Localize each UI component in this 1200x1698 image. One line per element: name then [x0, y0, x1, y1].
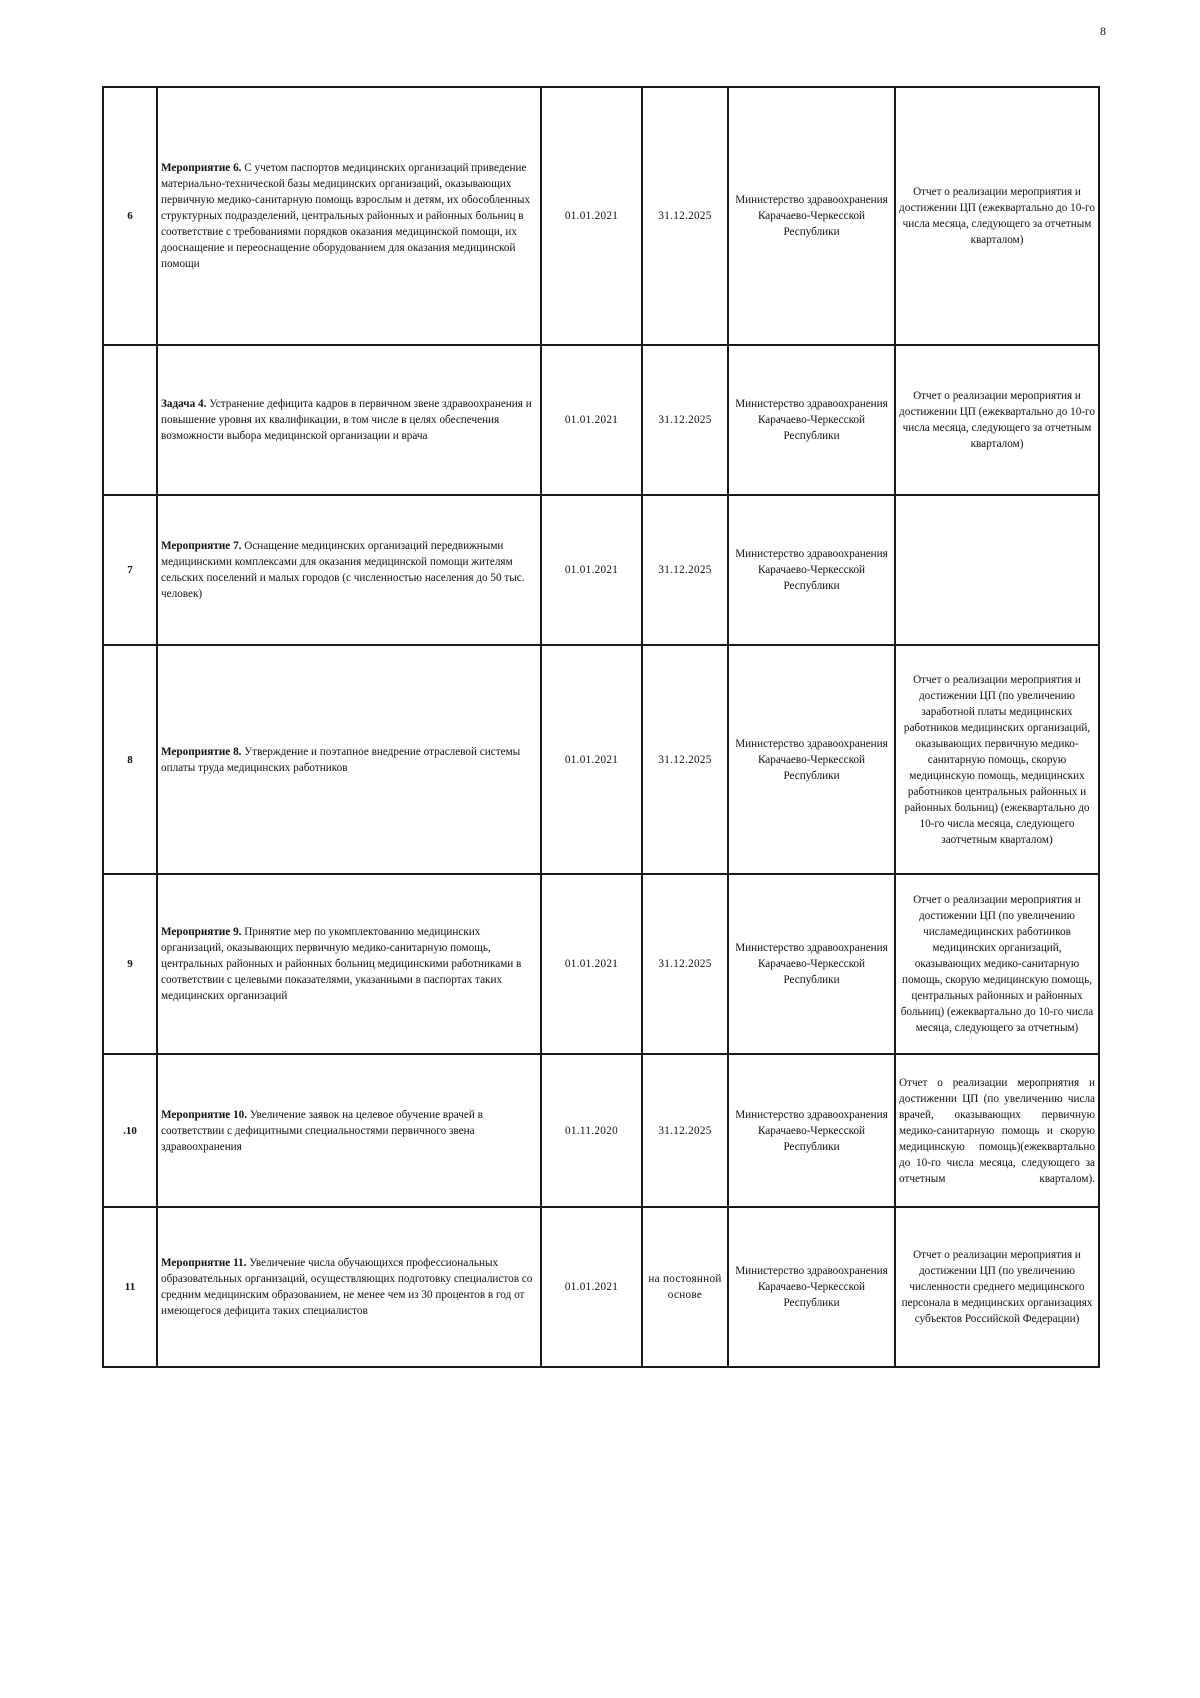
end-date: на постоянной основе	[642, 1207, 728, 1367]
activity-description	[157, 495, 541, 645]
report-type: Отчет о реализации мероприятия и достижении ЦП (по увеличению численности среднего медицинского персонала в медицинских организациях субъектов Российской Федерации)	[895, 1207, 1099, 1367]
start-date: 01.01.2021	[541, 345, 642, 495]
table-row	[103, 1054, 1099, 1207]
activity-description	[157, 1054, 541, 1207]
table-row	[103, 345, 1099, 495]
activity-title: Мероприятие 10.	[161, 1108, 248, 1121]
activity-text: Принятие мер по укомплектованию медицинских организаций, оказывающих первичную медико-санитарную помощь, центральных районных и районных больниц медицинскими работниками в соответствии с целевыми показателями, указанными в паспортах таких медицинских организаций	[161, 926, 522, 1002]
start-date: 01.01.2021	[541, 1207, 642, 1367]
start-date: 01.01.2021	[541, 645, 642, 874]
row-number: 11	[103, 1207, 157, 1367]
end-date: 31.12.2025	[642, 495, 728, 645]
end-date: 31.12.2025	[642, 87, 728, 345]
activity-text: Утверждение и поэтапное внедрение отраслевой системы оплаты труда медицинских работников	[161, 745, 521, 774]
activity-title: Задача 4.	[161, 398, 207, 410]
responsible-executor: Министерство здравоохранения Карачаево-Черкесской Республики	[728, 874, 895, 1054]
responsible-executor: Министерство здравоохранения Карачаево-Черкесской Республики	[728, 345, 895, 495]
end-date: 31.12.2025	[642, 874, 728, 1054]
report-type: Отчет о реализации мероприятия и достижении ЦП (ежеквартально до 10-го числа месяца, следующего за отчетным кварталом)	[895, 87, 1099, 345]
activity-title: Мероприятие 8.	[161, 745, 242, 758]
activity-text: С учетом паспортов медицинских организаций приведение материально-технической базы медицинских организаций, оказывающих первичную медико-санитарную помощь взрослым и детям, их обособленных структурных подразделений, центральных районных и районных больниц в соответствие с требованиями порядков оказания медицинской помощи, их дооснащение и переоснащение оборудованием для оказания медицинской помощи	[161, 162, 531, 270]
activity-text: Оснащение медицинских организаций передвижными медицинскими комплексами для оказания медицинской помощи жителям сельских поселений и малых городов (с численностью населения до 50 тыс. человек)	[161, 540, 525, 600]
activity-title: Мероприятие 7.	[161, 540, 242, 552]
table-row	[103, 874, 1099, 1054]
activity-title: Мероприятие 11.	[161, 1257, 247, 1269]
activity-text: Увеличение заявок на целевое обучение врачей в соответствии с дефицитными специальностями первичного звена здравоохранения	[161, 1108, 483, 1153]
start-date: 01.01.2021	[541, 874, 642, 1054]
activity-description	[157, 645, 541, 874]
responsible-executor: Министерство здравоохранения Карачаево-Черкесской Республики	[728, 645, 895, 874]
table-row	[103, 645, 1099, 874]
activity-text: Увеличение числа обучающихся профессиональных образовательных организаций, осуществляющих подготовку специалистов со средним медицинским образованием, не менее чем из 30 процентов в год от имеющегося дефицита таких специалистов	[161, 1257, 533, 1317]
row-number: 7	[103, 495, 157, 645]
report-type: Отчет о реализации мероприятия и достижении ЦП (по увеличению числамедицинских работников медицинских организаций, оказывающих медико-санитарную помощь, скорую медицинскую помощь, центральных районных и районных больниц) (ежеквартально до 10-го числа месяца, следующего за отчетным)	[895, 874, 1099, 1054]
page-number: 8	[1100, 24, 1106, 38]
report-type: Отчет о реализации мероприятия и достижении ЦП (по увеличению числа врачей, оказывающих первичную медико-санитарную помощь и скорую медицинскую помощь)(ежеквартально до 10-го числа месяца, следующего за отчетным кварталом).	[895, 1054, 1099, 1207]
report-type: Отчет о реализации мероприятия и достижении ЦП (по увеличению заработной платы медицинских работников медицинских организаций, оказывающих первичную медико-санитарную помощь, скорую медицинскую помощь, медицинских работников центральных районных и районных больниц) (ежеквартально до 10-го числа месяца, следующего заотчетным кварталом)	[895, 645, 1099, 874]
end-date: 31.12.2025	[642, 645, 728, 874]
end-date: 31.12.2025	[642, 1054, 728, 1207]
table-row	[103, 495, 1099, 645]
responsible-executor: Министерство здравоохранения Карачаево-Черкесской Республики	[728, 495, 895, 645]
table-row	[103, 87, 1099, 345]
start-date: 01.01.2021	[541, 495, 642, 645]
activity-description	[157, 874, 541, 1054]
row-number	[103, 345, 157, 495]
row-number: 9	[103, 874, 157, 1054]
activity-title: Мероприятие 9.	[161, 926, 242, 938]
table-row	[103, 1207, 1099, 1367]
activity-description	[157, 345, 541, 495]
row-number: 6	[103, 87, 157, 345]
activities-table	[102, 86, 1100, 1368]
start-date: 01.11.2020	[541, 1054, 642, 1207]
start-date: 01.01.2021	[541, 87, 642, 345]
row-number: .10	[103, 1054, 157, 1207]
responsible-executor: Министерство здравоохранения Карачаево-Черкесской Республики	[728, 1207, 895, 1367]
responsible-executor: Министерство здравоохранения Карачаево-Черкесской Республики	[728, 87, 895, 345]
activity-title: Мероприятие 6.	[161, 162, 242, 174]
activity-description	[157, 87, 541, 345]
responsible-executor: Министерство здравоохранения Карачаево-Черкесской Республики	[728, 1054, 895, 1207]
report-type: Отчет о реализации мероприятия и достижении ЦП (ежеквартально до 10-го числа месяца, следующего за отчетным кварталом)	[895, 345, 1099, 495]
end-date: 31.12.2025	[642, 345, 728, 495]
report-type	[895, 495, 1099, 645]
activity-text: Устранение дефицита кадров в первичном звене здравоохранения и повышение уровня их квалификации, в том числе в целях обеспечения возможности выбора медицинской организации и врача	[161, 398, 532, 442]
row-number: 8	[103, 645, 157, 874]
activity-description	[157, 1207, 541, 1367]
